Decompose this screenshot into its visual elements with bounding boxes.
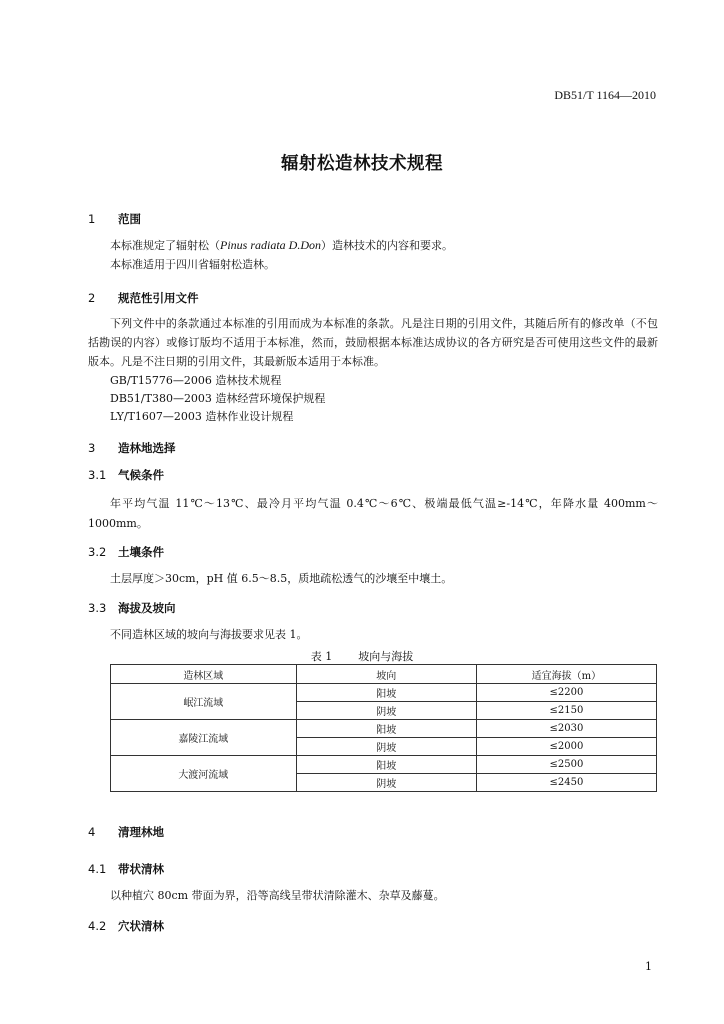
section-2-heading [88,290,199,306]
section-title: 气候条件 [118,468,164,482]
climate-paragraph: 年平均气温 11℃～13℃、最冷月平均气温 0.4℃～6℃、极端最低气温≥-14℃，年降水量 400mm～1000mm。 [88,497,658,530]
section-title: 土壤条件 [118,545,164,559]
reference-item: GB/T15776—2006 造林技术规程 [110,374,282,387]
section-4-2-heading [88,918,164,934]
section-3-3-heading [88,600,176,616]
altitude-cell: ≤2150 [476,702,656,720]
section-title: 海拔及坡向 [118,601,176,615]
strip-clearing-paragraph: 以种植穴 80cm 带面为界，沿等高线呈带状清除灌木、杂草及藤蔓。 [110,889,445,902]
table-caption [0,648,724,664]
soil-paragraph: 土层厚度＞30cm，pH 值 6.5～8.5，质地疏松透气的沙壤至中壤土。 [110,572,453,585]
table-title: 坡向与海拔 [358,650,414,663]
table-row [111,684,657,702]
section-number: 1 [88,212,96,226]
region-cell: 岷江流域 [111,684,297,720]
altitude-cell: ≤2500 [476,756,656,774]
reference-item: LY/T1607—2003 造林作业设计规程 [110,410,294,423]
aspect-cell: 阳坡 [296,720,476,738]
section-number: 3.2 [88,545,107,559]
latin-name: Pinus radiata D.Don [220,238,322,252]
aspect-altitude-table [110,664,657,792]
section-number: 3.3 [88,601,107,615]
altitude-paragraph: 不同造林区域的坡向与海拔要求见表 1。 [110,628,308,641]
region-cell: 大渡河流域 [111,756,297,792]
table-row [111,720,657,738]
section-3-1-heading [88,467,164,483]
table-number: 表 1 [310,650,333,663]
section-number: 4 [88,825,96,839]
section-4-1-heading [88,861,164,877]
normative-references-paragraph: 下列文件中的条款通过本标准的引用而成为本标准的条款。凡是注日期的引用文件，其随后所有的修改单（不包括勘误的内容）或修订版均不适用于本标准，然而，鼓励根据本标准达成协议的各方研究是否可使用这些文件的最新版本。凡是不注日期的引用文件，其最新版本适用于本标准。 [88,317,658,368]
altitude-cell: ≤2200 [476,684,656,702]
standard-code: DB51/T 1164—2010 [554,88,656,102]
reference-item: DB51/T380—2003 造林经营环境保护规程 [110,392,326,405]
altitude-cell: ≤2000 [476,738,656,756]
aspect-cell: 阳坡 [296,756,476,774]
header-cell: 坡向 [296,665,476,684]
section-title: 带状清林 [118,862,164,876]
table-row [111,756,657,774]
section-number: 4.1 [88,862,107,876]
scope-paragraph-1 [110,236,453,255]
text-fragment: ）造林技术的内容和要求。 [321,239,454,252]
section-title: 造林地选择 [118,441,176,455]
altitude-cell: ≤2450 [476,774,656,792]
text-fragment: 本标准规定了辐射松（ [110,239,220,252]
section-number: 4.2 [88,919,107,933]
section-number: 2 [88,291,96,305]
section-4-heading [88,824,164,840]
aspect-cell: 阴坡 [296,774,476,792]
header-cell: 适宜海拔（m） [476,665,656,684]
aspect-cell: 阳坡 [296,684,476,702]
section-number: 3 [88,441,96,455]
section-3-heading [88,440,176,456]
table-header-row [111,665,657,684]
section-title: 规范性引用文件 [118,291,199,305]
scope-paragraph-2: 本标准适用于四川省辐射松造林。 [110,258,275,271]
altitude-cell: ≤2030 [476,720,656,738]
aspect-cell: 阴坡 [296,702,476,720]
page-number: 1 [645,960,652,973]
header-cell: 造林区域 [111,665,297,684]
section-title: 穴状清林 [118,919,164,933]
section-3-2-heading [88,544,164,560]
section-1-heading [88,211,141,227]
section-title: 范围 [118,212,141,226]
aspect-cell: 阴坡 [296,738,476,756]
section-title: 清理林地 [118,825,164,839]
region-cell: 嘉陵江流域 [111,720,297,756]
document-title: 辐射松造林技术规程 [281,154,443,174]
section-number: 3.1 [88,468,107,482]
